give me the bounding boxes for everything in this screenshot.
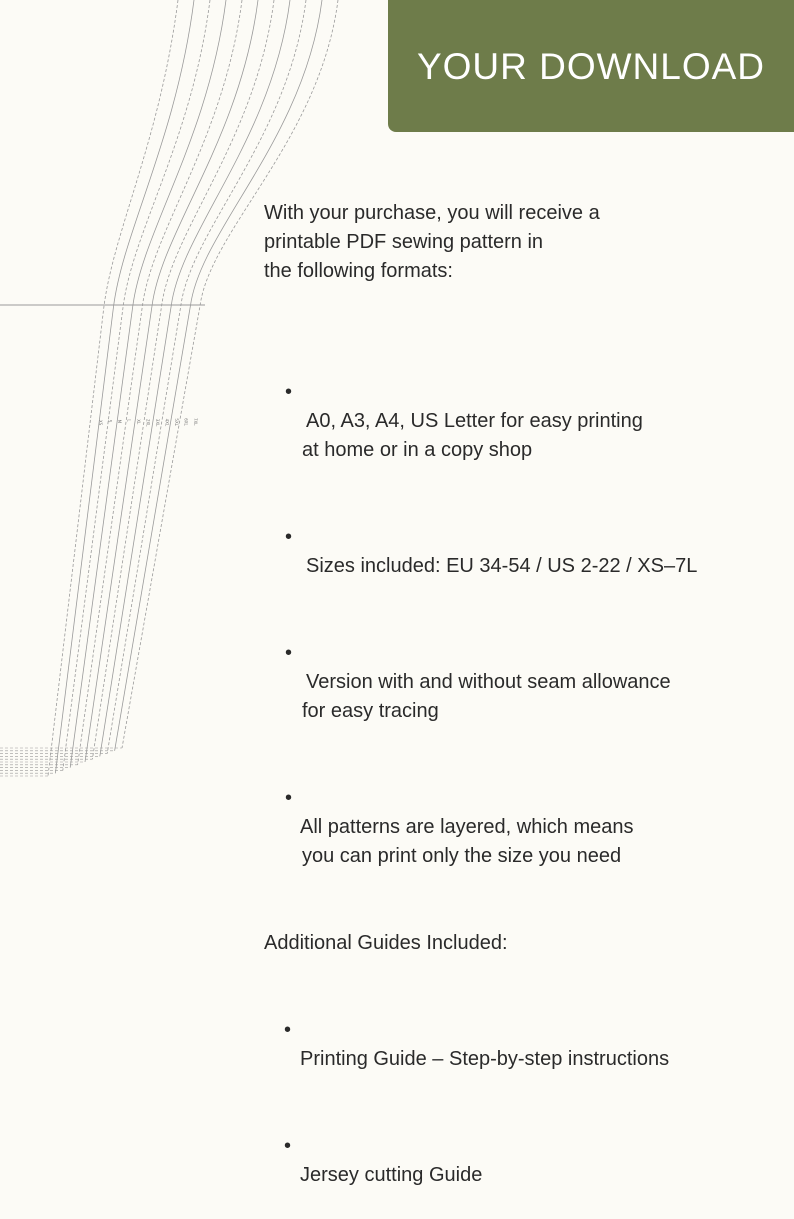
pattern-size-label: 4XL: [164, 418, 170, 427]
pattern-size-line: [78, 0, 242, 765]
pattern-size-label: XS: [98, 420, 103, 426]
pattern-size-label: 5XL: [174, 418, 179, 426]
format-item-text: Version with and without seam allowance for easy tracing: [302, 671, 671, 722]
format-item-text: A0, A3, A4, US Letter for easy printing at home or in a copy shop: [302, 410, 643, 461]
format-item: [264, 755, 784, 900]
format-item: [264, 494, 784, 610]
bullet-icon: •: [285, 526, 293, 548]
format-item: [264, 610, 784, 755]
bullet-icon: •: [284, 1019, 292, 1041]
intro-text: With your purchase, you will receive a printable PDF sewing pattern in the following formats:: [264, 202, 600, 282]
pattern-size-line: [92, 0, 274, 759]
download-description: [264, 199, 784, 1219]
pattern-size-line: [55, 0, 194, 773]
pattern-size-label: 6XL: [183, 418, 189, 426]
bullet-icon: •: [285, 381, 293, 403]
pattern-size-labels: [98, 418, 198, 427]
guide-item-text: Printing Guide – Step-by-step instructions: [300, 1048, 670, 1070]
bullet-icon: •: [285, 642, 293, 664]
guides-list: [264, 987, 784, 1219]
pattern-size-line: [63, 0, 210, 770]
pattern-size-label: 7XL: [193, 418, 198, 426]
format-item: [264, 349, 784, 494]
bullet-icon: •: [284, 1135, 292, 1157]
guide-item: [264, 987, 784, 1103]
formats-list: [264, 349, 784, 900]
pattern-size-label: M: [117, 419, 122, 424]
guides-heading: Additional Guides Included:: [264, 932, 508, 954]
pattern-size-label: 3XL: [155, 418, 160, 427]
guide-item: [264, 1103, 784, 1219]
bullet-icon: •: [285, 787, 293, 809]
pattern-size-line: [85, 0, 258, 762]
format-item-text: Sizes included: EU 34-54 / US 2-22 / XS–7L: [306, 555, 698, 577]
guide-item-text: Jersey cutting Guide: [300, 1164, 483, 1186]
pattern-size-label: L: [126, 419, 132, 422]
format-item-text: All patterns are layered, which means you can print only the size you need: [300, 816, 634, 867]
banner-title: YOUR DOWNLOAD: [416, 46, 766, 87]
pattern-size-label: S: [107, 419, 113, 423]
pattern-size-label: 2XL: [145, 419, 151, 427]
pattern-size-label: XL: [136, 419, 141, 425]
pattern-size-line: [100, 0, 293, 756]
download-banner: [388, 0, 794, 132]
